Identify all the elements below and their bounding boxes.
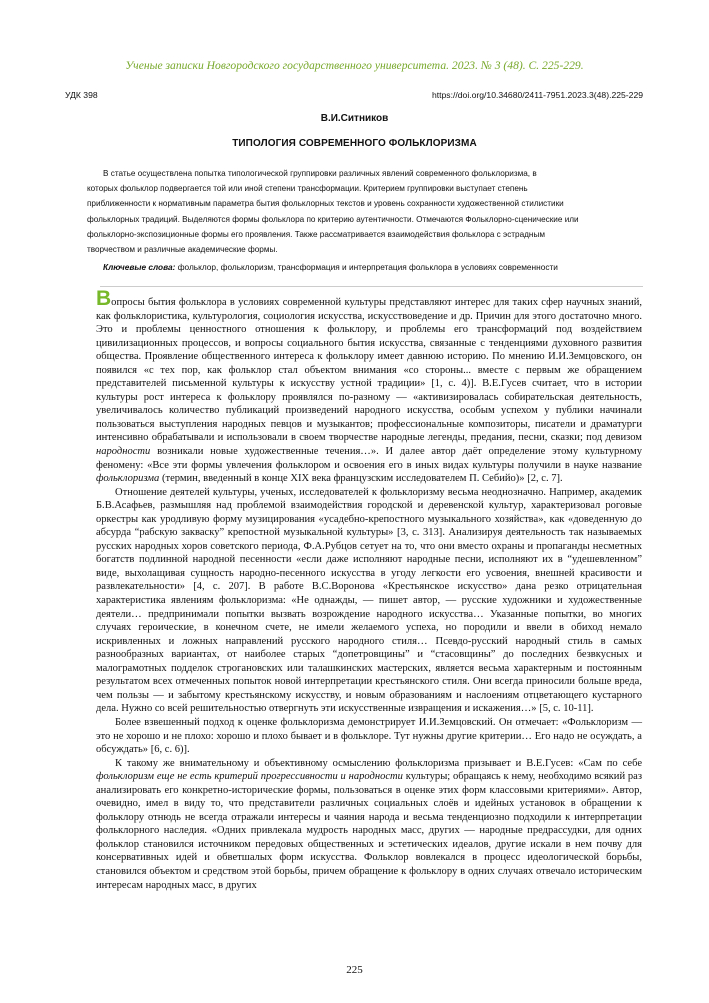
doi-link[interactable]: https://doi.org/10.34680/2411-7951.2023.3(48).225-229 (431, 90, 643, 100)
page-number: 225 (346, 964, 363, 976)
paragraph-text: возникали новые художественные течения…». И далее автор даёт определение этому культурному феномену: «Все эти формы увлечения фольклором и освоения его в иных видах культуры получили в науке название (96, 446, 642, 471)
article-body (96, 287, 643, 892)
emphasis: фольклоризма (96, 473, 160, 485)
paragraph: Отношение деятелей культуры, ученых, исследователей к фольклоризму весьма неоднозначно. Например, академик Б.В.Асафьев, размышляя над проблемой взаимодействия городской и деревенской культур, характеризовал роговые оркестры как уродливую форму музицирования «усадебно-крепостного музыкального хозяйства», как «доведенную до абсурда “рабскую закваску” крепостной музыкальной культуры» [3, с. 313]. Анализируя деятельность так называемых русских народных хоров советского периода, Ф.А.Рубцов сетует на то, что они вместо охраны и пропаганды несметных богатств подлинной народной песенности «если даже исполняют народные песни, исполняют их в “удешевленном” виде, выхолащивая сущность народно-песенного искусства в угоду легкости его усвоения, внешней красивости и развлекательности» [4, с. 207]. В работе В.С.Воронова «Крестьянское искусство» дана резко отрицательная характеристика явлениям фольклоризма: «Не однажды, — пишет автор, — русские художники и художественные деятели… предпринимали попытки вызвать возрождение народного искусства… Указанные попытки, во многих случаях героические, в конечном счете, не имели желаемого успеха, но породили и ввели в обиход немало искривленных и ложных направлений русского народного стиля… Псевдо-русский народный стиль в самых разнообразных вариантах, от наиболее старых “допетровщины” и “стасовщины” до последних безвкусных и малограмотных подделок строгановских или талашкинских мастерских, является весьма характерным и постоянным результатом всех отмеченных попыток новой интерпретации крестьянского стиля. Они всегда приносили больше вреда, чем пользы — и забытому крестьянскому искусству, и новым образованиям и наслоениям отцветающего кустарного дела. Нужно со всей решительностью отвергнуть эти искусственные извращения и искажения…» [5, с. 10-11]. (96, 486, 642, 715)
paragraph-text: культуры; обращаясь к нему, необходимо всякий раз анализировать его конкретно-исторические формы, пользоваться в оценке этих форм классовыми критериями». Автор, очевидно, имел в виду то, что представители различных социальных слоёв и идейных установок в обращении к фольклору отнюдь не всегда отражали интересы и чаяния народа и весьма тенденциозно подходили к интерпретации фольклорного наследия. «Одних привлекала мудрость народных масс, других — народные предрассудки, для одних фольклор становился источником передовых общественных и эстетических идеалов, другие искали в нем почву для консервативных идей и обветшалых форм искусства. Фольклор вовлекался в процесс идеологической борьбы, становился объектом и средством этой борьбы, причем обращение к фольклору в одних случаях отвечало историческим интересам народных масс, в других (96, 771, 643, 891)
keywords-label: Ключевые слова: (103, 262, 176, 272)
drop-cap: В (96, 287, 112, 310)
abstract-line: В статье осуществлена попытка типологической группировки различных явлений современного фольклоризма, в (103, 169, 537, 178)
keywords-list: фольклор, фольклоризм, трансформация и интерпретация фольклора в условиях современности (175, 262, 558, 272)
abstract-line: которых фольклор подвергается той или иной степени трансформации. Критерием группировки выступает степень (87, 184, 528, 194)
emphasis: фольклоризм еще не есть критерий прогрессивности и народности (96, 771, 403, 783)
abstract-line: фольклорных традиций. Выделяются формы фольклора по критерию аутентичности. Отмечаются Фольклорно-сценические или (87, 214, 579, 224)
article-meta (65, 90, 643, 100)
paragraph-text: опросы бытия фольклора в условиях современной культуры представляют интерес для таких сфер научных знаний, как фольклористика, культурология, социология искусства, искусствоведение и др. Причин для этого достаточно много. Это и проблемы ценностного отношения к фольклору, и проблемы его трансформаций под воздействием цивилизационных процессов, и вопросы социального бытия искусства, связанные с тенденциями духовного развития общества. Проявление общественного интереса к фольклору имеет давнюю историю. По мнению И.И.Земцовского, он появился «с тех пор, как фольклор стал объектом внимания «со стороны... вместе с первым же обращением представителей письменной культуры к искусству устной традиции» [1, с. 4)]. В.Е.Гусев считает, что в истории культуры рост интереса к фольклору проявлялся по-разному — «активизировалась собирательская деятельность, увеличивалось количество публикаций произведений народного искусства, особым успехом у публики начинали пользоваться выступления народных певцов и музыкантов; профессиональные композиторы, писатели и драматурги интенсивно обрабатывали и использовали в своем творчестве народные легенды, предания, песни, сказки; под девизом (96, 297, 642, 444)
section-divider (100, 286, 643, 287)
article-author: В.И.Ситников (320, 113, 389, 124)
abstract (87, 166, 643, 257)
journal-header: Ученые записки Новгородского государственного университета. 2023. № 3 (48). С. 225-229. (125, 59, 584, 72)
paragraph (96, 287, 642, 486)
emphasis: народности (96, 446, 151, 458)
paragraph-text: К такому же внимательному и объективному осмыслению фольклоризма призывает и В.Е.Гусев: «Сам по себе (115, 757, 642, 769)
paragraph (96, 757, 642, 892)
abstract-line: приближенности к нормативным параметра бытия фольклорных текстов и уровень сохранности художественной стилистики (87, 199, 564, 209)
abstract-line: фольклорно-экспозиционные формы его проявления. Также рассматривается взаимодействия фольклора с эстрадным (87, 229, 545, 239)
abstract-line: творчеством и различные академические формы. (87, 245, 278, 255)
article-title: ТИПОЛОГИЯ СОВРЕМЕННОГО ФОЛЬКЛОРИЗМА (232, 138, 477, 149)
keywords (103, 262, 643, 272)
paragraph: Более взвешенный подход к оценке фольклоризма демонстрирует И.И.Земцовский. Он отмечает: «Фольклоризм — это не хорошо и не плохо: хорошо и плохо бывает и в фольклоре. Тут нужны другие критерии… Его надо не осуждать, а обсуждать» [6, с. 6)]. (96, 716, 642, 756)
paragraph-text: (термин, введенный в конце XIX века французским исследователем П. Себийо)» [2, с. 7]. (159, 473, 563, 485)
udk-code: УДК 398 (65, 90, 98, 100)
